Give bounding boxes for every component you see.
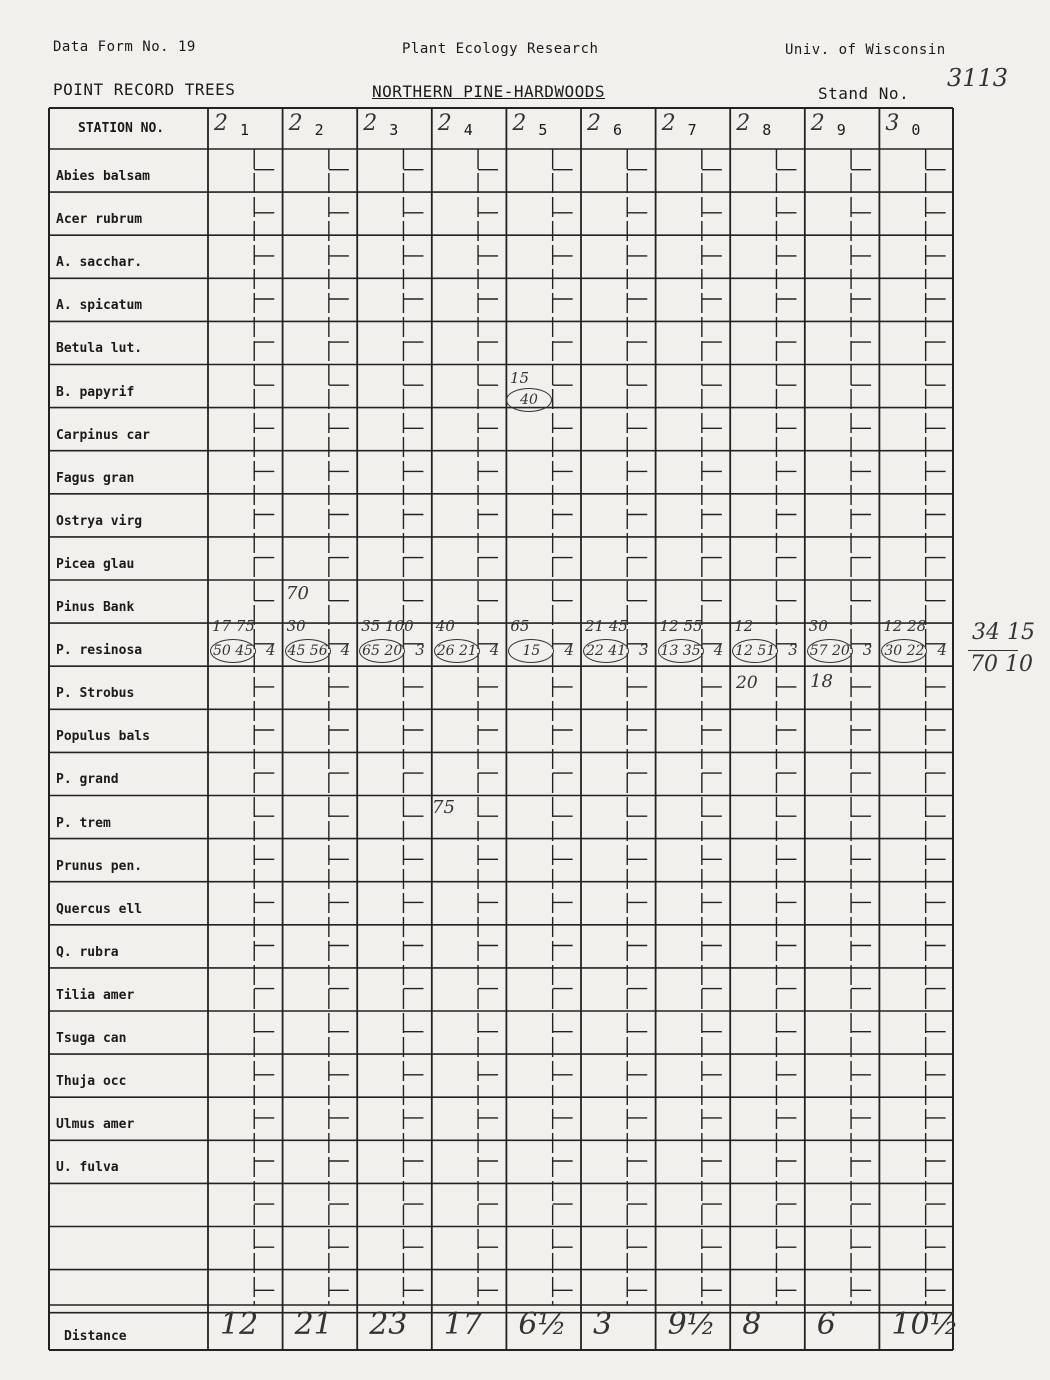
species-label: Pinus Bank xyxy=(56,600,135,615)
trem-entry: 75 xyxy=(432,797,455,818)
resinosa-circled-value: 30 22 xyxy=(881,639,927,663)
forest-type: NORTHERN PINE-HARDWOODS xyxy=(372,82,606,101)
stand-number: 3113 xyxy=(947,64,1009,92)
resinosa-top-value: 21 45 xyxy=(585,617,628,636)
resinosa-count: 3 xyxy=(639,641,649,660)
station-number: 9 xyxy=(836,121,846,139)
species-label: P. trem xyxy=(56,815,111,831)
station-number: 7 xyxy=(687,121,697,139)
resinosa-top-value: 12 xyxy=(734,617,754,636)
species-label: Tilia amer xyxy=(56,987,135,1003)
station-prefix: 2 xyxy=(736,111,751,136)
resinosa-count: 4 xyxy=(564,641,574,660)
species-label: Picea glau xyxy=(56,556,135,572)
margin-note-top: 34 15 xyxy=(972,620,1035,645)
resinosa-count: 4 xyxy=(713,641,724,660)
papyrif-entry-top: 15 xyxy=(510,369,530,387)
species-label: Quercus ell xyxy=(56,901,143,917)
university: Univ. of Wisconsin xyxy=(785,42,946,58)
strobus-entry-9: 18 xyxy=(810,671,833,692)
species-label: Abies balsam xyxy=(56,169,150,184)
species-label: Prunus pen. xyxy=(56,858,143,874)
station-prefix: 3 xyxy=(885,111,900,136)
resinosa-circled-value: 12 51 xyxy=(732,639,778,663)
organization: Plant Ecology Research xyxy=(402,41,599,57)
species-label: Ulmus amer xyxy=(56,1117,135,1133)
station-number: 1 xyxy=(240,121,250,139)
station-number: 8 xyxy=(762,121,772,139)
station-prefix: 2 xyxy=(288,111,303,136)
species-label: A. sacchar. xyxy=(56,255,143,271)
resinosa-circled-value: 45 56 xyxy=(285,639,331,663)
strobus-entry-8: 20 xyxy=(736,673,758,693)
station-prefix: 2 xyxy=(363,111,378,136)
resinosa-circled-value: 50 45 xyxy=(210,639,256,663)
station-prefix: 2 xyxy=(661,111,676,136)
species-label: A. spicatum xyxy=(56,298,143,314)
station-number: 4 xyxy=(463,121,473,139)
resinosa-circled-value: 15 xyxy=(508,639,554,663)
species-label: Carpinus car xyxy=(56,427,150,443)
form-number: Data Form No. 19 xyxy=(53,39,196,55)
distance-value: 3 xyxy=(593,1307,613,1342)
station-prefix: 2 xyxy=(810,111,825,136)
resinosa-circled-value: 13 35 xyxy=(658,639,704,663)
species-label: Tsuga can xyxy=(56,1031,127,1046)
resinosa-circled-value: 57 20 xyxy=(807,639,853,663)
resinosa-top-value: 30 xyxy=(808,617,828,636)
station-prefix: 2 xyxy=(437,111,452,136)
station-prefix: 2 xyxy=(512,111,527,136)
resinosa-count: 4 xyxy=(340,641,351,660)
species-label: P. grand xyxy=(56,772,119,788)
resinosa-circled-value: 65 20 xyxy=(359,639,405,663)
distance-value: 9½ xyxy=(667,1307,716,1342)
resinosa-circled-value: 22 41 xyxy=(583,639,629,663)
distance-value: 6½ xyxy=(518,1307,567,1342)
species-label: B. papyrif xyxy=(56,384,135,400)
distance-value: 6 xyxy=(816,1307,836,1342)
resinosa-count: 3 xyxy=(862,641,873,660)
table-grid xyxy=(48,107,954,1351)
station-prefix: 2 xyxy=(214,111,228,136)
species-label: Acer rubrum xyxy=(56,212,143,228)
resinosa-count: 4 xyxy=(937,641,947,660)
resinosa-top-value: 65 xyxy=(510,617,530,636)
resinosa-count: 3 xyxy=(415,641,425,660)
species-label: Populus bals xyxy=(56,729,150,745)
station-prefix: 2 xyxy=(587,111,601,136)
species-label: Betula lut. xyxy=(56,341,143,357)
bank-entry: 70 xyxy=(286,583,309,604)
species-label: P. resinosa xyxy=(56,643,143,659)
resinosa-top-value: 12 28 xyxy=(883,617,927,636)
record-table xyxy=(48,107,959,1351)
station-number: 5 xyxy=(538,121,548,139)
form-title: POINT RECORD TREES xyxy=(53,80,236,99)
resinosa-count: 3 xyxy=(788,641,798,660)
species-label: P. Strobus xyxy=(56,686,135,702)
distance-label: Distance xyxy=(64,1329,127,1344)
distance-value: 12 xyxy=(220,1307,259,1342)
station-number: 0 xyxy=(911,121,921,139)
distance-value: 10½ xyxy=(891,1307,959,1342)
resinosa-top-value: 35 100 xyxy=(361,617,414,636)
distance-value: 23 xyxy=(369,1307,408,1342)
resinosa-top-value: 40 xyxy=(435,617,455,636)
species-label: Thuja occ xyxy=(56,1074,127,1090)
margin-note-bottom: 70 10 xyxy=(970,652,1033,677)
species-label: Fagus gran xyxy=(56,470,135,486)
resinosa-count: 4 xyxy=(489,641,500,660)
species-label: U. fulva xyxy=(56,1160,119,1176)
resinosa-top-value: 12 55 xyxy=(659,617,703,636)
distance-value: 17 xyxy=(443,1307,482,1342)
resinosa-count: 4 xyxy=(266,641,276,660)
station-label: STATION NO. xyxy=(78,121,165,136)
distance-value: 21 xyxy=(294,1307,333,1342)
station-number: 6 xyxy=(613,121,623,139)
papyrif-entry-circle: 40 xyxy=(506,388,552,412)
station-number: 3 xyxy=(389,121,399,139)
stand-label: Stand No. xyxy=(818,84,910,103)
margin-note-rule xyxy=(968,650,1018,651)
species-label: Q. rubra xyxy=(56,944,119,960)
resinosa-top-value: 30 xyxy=(286,617,306,636)
resinosa-top-value: 17 75 xyxy=(212,617,255,636)
resinosa-circled-value: 26 21 xyxy=(434,639,480,663)
station-number: 2 xyxy=(314,121,324,139)
distance-value: 8 xyxy=(742,1307,762,1342)
species-label: Ostrya virg xyxy=(56,513,143,529)
